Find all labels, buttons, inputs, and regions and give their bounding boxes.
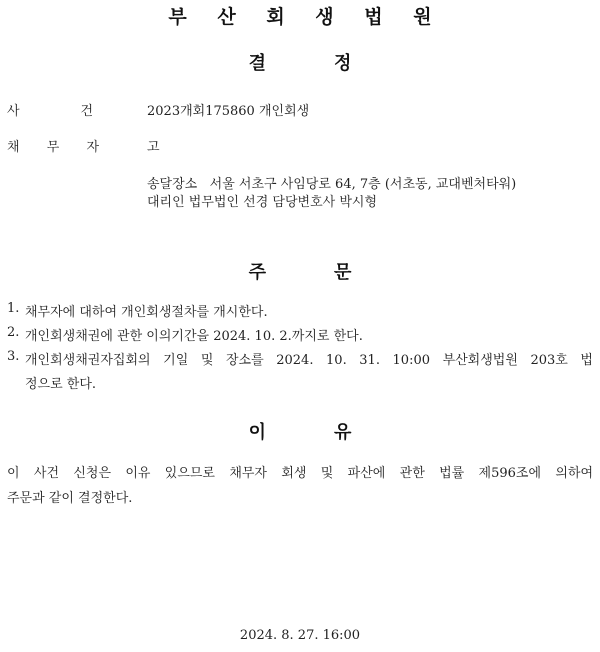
case-label-char-1: 사: [7, 104, 20, 119]
debtor-label: [7, 136, 99, 155]
service-address-label: 송달장소: [147, 177, 198, 192]
case-label: [7, 100, 93, 119]
reason-heading-char-2: 유: [334, 422, 352, 443]
decision-heading-char-2: 정: [334, 53, 352, 74]
debtor-name: 고: [147, 140, 160, 155]
service-address: [147, 173, 516, 192]
reason-heading: [0, 418, 600, 444]
decision-heading: [0, 49, 600, 75]
debtor-label-char-3: 자: [86, 140, 99, 155]
reason-heading-char-1: 이: [248, 422, 266, 443]
case-label-char-2: 건: [80, 104, 93, 119]
order-heading: [0, 258, 600, 284]
decision-date: 2024. 8. 27. 16:00: [239, 628, 361, 643]
order-item-3-text: 개인회생채권자집회의 기일 및 장소를 2024. 10. 31. 10:00 부산회생법원 203호 법: [25, 353, 593, 368]
case-number: 2023개회175860 개인회생: [147, 104, 310, 119]
debtor-label-char-2: 무: [46, 140, 60, 155]
order-item-3-text-continued: 정으로 한다.: [25, 377, 97, 392]
reason-text-line-1: 이 사건 신청은 이유 있으므로 채무자 회생 및 파산에 관한 법률 제596조에 의하여: [7, 466, 593, 481]
decision-heading-char-1: 결: [248, 53, 266, 74]
order-item-1-text: 채무자에 대하여 개인회생절차를 개시한다.: [25, 305, 268, 320]
order-item-2-number: 2.: [7, 325, 20, 340]
order-item-3-number: 3.: [7, 349, 20, 364]
order-item-2-text: 개인회생채권에 관한 이의기간을 2024. 10. 2.까지로 한다.: [25, 329, 363, 344]
order-heading-char-1: 주: [248, 262, 266, 283]
service-address-value: 서울 서초구 사임당로 64, 7층 (서초동, 교대벤처타워): [209, 177, 517, 192]
debtor-label-char-1: 채: [7, 140, 20, 155]
reason-text-line-2: 주문과 같이 결정한다.: [7, 491, 133, 506]
legal-agent: 대리인 법무법인 선경 담당변호사 박시형: [147, 195, 378, 210]
court-name: 부 산 회 생 법 원: [168, 6, 444, 28]
order-heading-char-2: 문: [334, 262, 352, 283]
order-item-1-number: 1.: [7, 301, 20, 316]
